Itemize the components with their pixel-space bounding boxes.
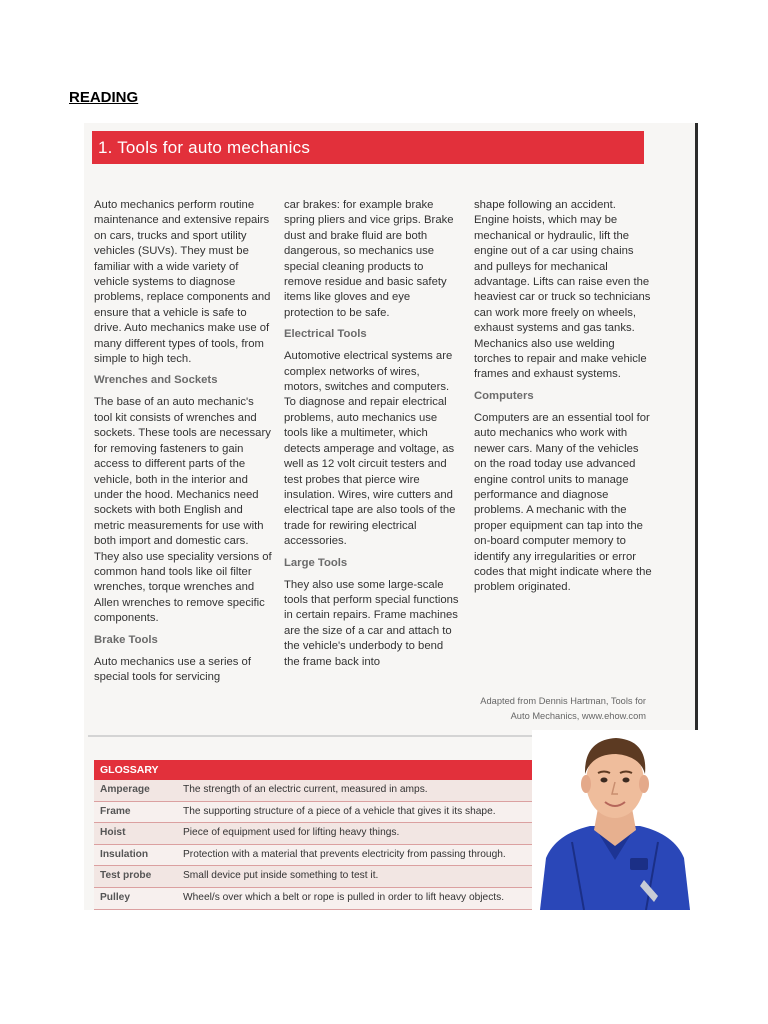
glossary-definition: Protection with a material that prevents electricity from passing through. [183,848,506,860]
computers-paragraph: Computers are an essential tool for auto mechanics who work with newer cars. Many of the vehicles on the road today use advanced engine control units to manage performance and diagnose problems. A mechanic with the proper equipment can tap into the on-board computer memory to identify any irregularities or error codes that might indicate where the problem originated. [474,411,652,594]
glossary-term: Hoist [100,827,126,839]
section-heading-computers: Computers [474,389,534,402]
glossary-definition: The strength of an electric current, measured in amps. [183,784,428,795]
attribution-line-1: Adapted from Dennis Hartman, Tools for [480,696,646,706]
glossary-term: Test probe [100,870,152,882]
brake-paragraph: Auto mechanics use a series of special tools for servicing [94,655,251,683]
section-heading-brake: Brake Tools [94,633,158,646]
article-title: 1. Tools for auto mechanics [92,131,644,164]
section-heading-large: Large Tools [284,556,348,569]
attribution [474,694,646,724]
glossary-term: Frame [100,805,131,817]
glossary-title: GLOSSARY [94,760,542,780]
large-continued-paragraph: shape following an accident. Engine hoists, which may be mechanical or hydraulic, lift the engine out of a car using chains and pulleys for mechanical advantage. Lifts can raise even the heaviest car or truck so technicians can work more freely on wheels, exhaust systems and gas tanks. Mechanics also use welding torches to repair and make vehicle frames and exhaust systems. [474,199,651,381]
glossary-table [94,760,542,910]
electrical-paragraph: Automotive electrical systems are complex networks of wires, motors, switches and computers. To diagnose and repair electrical problems, auto mechanics use tools like a multimeter, which detects amperage and voltage, as well as 12 volt circuit testers and test probes that pierce wire insulation. Wires, wire cutters and electrical tape are also tools of the trade for rewiring electrical accessories. [284,350,456,548]
attribution-line-2: Auto Mechanics, www.ehow.com [510,711,646,721]
reading-heading: READING [69,89,139,106]
glossary-term: Insulation [100,848,149,860]
glossary-definition: The supporting structure of a piece of a vehicle that gives it its shape. [183,805,496,817]
section-heading-wrenches: Wrenches and Sockets [94,374,218,387]
glossary-row [94,780,542,802]
glossary-row [94,866,542,888]
glossary-definition: Piece of equipment used for lifting heavy things. [183,827,400,839]
mechanic-photo [532,730,698,910]
glossary-row [94,845,542,867]
section-heading-electrical: Electrical Tools [284,328,367,341]
glossary-row [94,823,542,845]
glossary-definition: Small device put inside something to test it. [183,870,379,882]
glossary-definition: Wheel/s over which a belt or rope is pulled in order to lift heavy objects. [183,891,505,903]
article-column-2 [284,198,460,670]
glossary-row [94,888,542,910]
glossary-term: Pulley [100,891,131,903]
article-column-3 [474,198,652,596]
large-paragraph: They also use some large-scale tools that perform special functions in certain repairs. Frame machines are the size of a car and attach to the vehicle's underbody to bend the frame back into [284,578,459,668]
glossary-row [94,802,542,824]
intro-paragraph: Auto mechanics perform routine maintenance and extensive repairs on cars, trucks and sport utility vehicles (SUVs). They must be familiar with a wide variety of vehicle systems to diagnose problems, replace components and ensure that a vehicle is safe to drive. Auto mechanics make use of many different types of tools, from simple to high tech. [94,199,271,366]
wrenches-paragraph: The base of an auto mechanic's tool kit consists of wrenches and sockets. These tools are necessary for removing fasteners to gain access to different parts of the vehicle, both in the interior and under the hood. Mechanics need sockets with both English and metric measurements for use with both import and domestic cars. They also use speciality versions of common hand tools like oil filter wrenches, torque wrenches and Allen wrenches to remove specific components. [94,396,272,625]
brake-continued-paragraph: car brakes: for example brake spring pliers and vice grips. Brake dust and brake fluid are both dangerous, so mechanics use special cleaning products to remove residue and basic safety items like gloves and eye protection to be safe. [284,199,454,319]
article-column-1 [94,198,272,685]
glossary-rows [94,780,542,910]
glossary-term: Amperage [100,784,150,795]
